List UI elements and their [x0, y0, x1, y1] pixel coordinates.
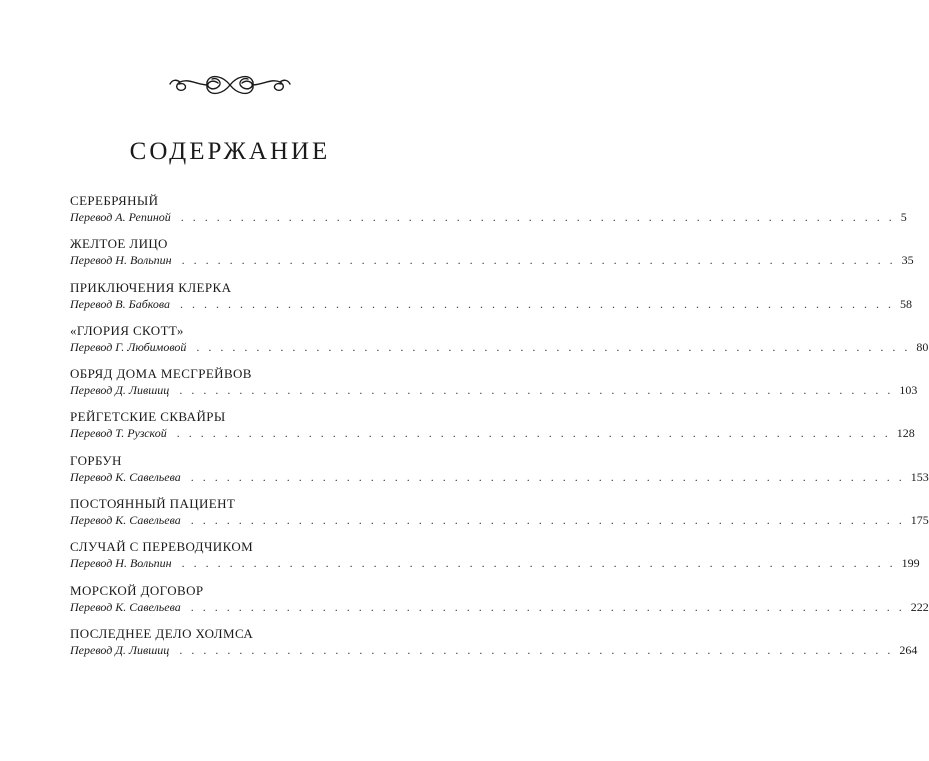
dot-leader: . . . . . . . . . . . . . . . . . . . . . . . . . . . . . . . . . . . . . . . . . . . . . . . . . . . . . . . . . . . . [181, 253, 896, 268]
dot-leader: . . . . . . . . . . . . . . . . . . . . . . . . . . . . . . . . . . . . . . . . . . . . . . . . . . . . . . . . . . . . [181, 556, 896, 571]
page-number: 128 [896, 426, 915, 441]
story-title: СЛУЧАЙ С ПЕРЕВОДЧИКОМ [70, 539, 254, 555]
translator-credit: Перевод Н. Вольпин [70, 556, 172, 571]
dot-leader: . . . . . . . . . . . . . . . . . . . . . . . . . . . . . . . . . . . . . . . . . . . . . . . . . . . . . . . . . . . . [196, 339, 911, 354]
toc-entry [70, 409, 915, 452]
dot-leader: . . . . . . . . . . . . . . . . . . . . . . . . . . . . . . . . . . . . . . . . . . . . . . . . . . . . . . . . . . . . [180, 296, 895, 311]
story-title: ЖЕЛТОЕ ЛИЦО [70, 236, 168, 252]
toc-entry [70, 496, 929, 539]
toc-line [70, 382, 918, 398]
toc-line [70, 599, 929, 615]
story-title: ПРИКЛЮЧЕНИЯ КЛЕРКА [70, 279, 232, 295]
page-number: 264 [899, 642, 918, 657]
story-title: ПОСЛЕДНЕЕ ДЕЛО ХОЛМСА [70, 625, 254, 641]
translator-credit: Перевод Д. Лившиц [70, 383, 170, 398]
toc-line [70, 252, 914, 268]
page-title: СОДЕРЖАНИЕ [129, 138, 331, 165]
dot-leader: . . . . . . . . . . . . . . . . . . . . . . . . . . . . . . . . . . . . . . . . . . . . . . . . . . . . . . . . . . . . [179, 383, 894, 398]
page-number: 153 [910, 469, 929, 484]
toc-entry [70, 625, 918, 669]
toc-entry [70, 322, 929, 366]
page-number: 175 [910, 513, 929, 528]
page-number: 199 [901, 556, 920, 571]
toc-line [70, 555, 920, 571]
translator-credit: Перевод Н. Вольпин [70, 253, 172, 268]
toc-line [70, 512, 929, 528]
translator-credit: Перевод Г. Любимовой [70, 339, 187, 354]
story-title: СЕРЕБРЯНЫЙ [70, 193, 159, 208]
dot-leader: . . . . . . . . . . . . . . . . . . . . . . . . . . . . . . . . . . . . . . . . . . . . . . . . . . . . . . . . . . . . [190, 599, 905, 614]
toc-line [70, 469, 929, 485]
toc-entry [70, 366, 918, 409]
toc-line [70, 296, 913, 312]
page-number: 222 [910, 599, 929, 614]
dot-leader: . . . . . . . . . . . . . . . . . . . . . . . . . . . . . . . . . . . . . . . . . . . . . . . . . . . . . . . . . . . . [190, 469, 905, 484]
page-number: 58 [900, 296, 913, 311]
toc-entry [70, 452, 929, 496]
toc-entry [70, 582, 929, 626]
toc-entry [70, 236, 914, 279]
story-title: РЕЙГЕТСКИЕ СКВАЙРЫ [70, 409, 226, 425]
translator-credit: Перевод А. Репиной [70, 210, 171, 224]
page-number: 80 [916, 339, 929, 354]
translator-credit: Перевод К. Савельева [70, 599, 181, 614]
toc-entry [70, 279, 913, 323]
page-number: 5 [900, 210, 907, 224]
toc-line [70, 339, 929, 355]
story-title: ОБРЯД ДОМА МЕСГРЕЙВОВ [70, 366, 252, 382]
story-title: ГОРБУН [70, 452, 122, 468]
translator-credit: Перевод Т. Рузской [70, 426, 167, 441]
toc-line [70, 425, 915, 441]
toc-entry [70, 539, 920, 582]
translator-credit: Перевод В. Бабкова [70, 296, 171, 311]
dot-leader: . . . . . . . . . . . . . . . . . . . . . . . . . . . . . . . . . . . . . . . . . . . . . . . . . . . . . . . . . . . . [176, 426, 891, 441]
story-title: ПОСТОЯННЫЙ ПАЦИЕНТ [70, 496, 236, 512]
table-of-contents [70, 193, 929, 669]
toc-entry [70, 193, 907, 236]
dot-leader: . . . . . . . . . . . . . . . . . . . . . . . . . . . . . . . . . . . . . . . . . . . . . . . . . . . . . . . . . . . . [190, 513, 905, 528]
story-title: МОРСКОЙ ДОГОВОР [70, 582, 204, 598]
translator-credit: Перевод Д. Лившиц [70, 642, 170, 657]
translator-credit: Перевод К. Савельева [70, 513, 181, 528]
translator-credit: Перевод К. Савельева [70, 469, 181, 484]
page-number: 35 [901, 253, 914, 268]
toc-line [70, 642, 918, 658]
page-number: 103 [899, 383, 918, 398]
dot-leader: . . . . . . . . . . . . . . . . . . . . . . . . . . . . . . . . . . . . . . . . . . . . . . . . . . . . . . . . . . . . [179, 642, 894, 657]
toc-line [70, 209, 907, 225]
flourish-ornament-icon [168, 68, 292, 102]
dot-leader: . . . . . . . . . . . . . . . . . . . . . . . . . . . . . . . . . . . . . . . . . . . . . . . . . . . . . . . . . . . . [180, 210, 895, 224]
story-title: «ГЛОРИЯ СКОТТ» [70, 322, 184, 338]
